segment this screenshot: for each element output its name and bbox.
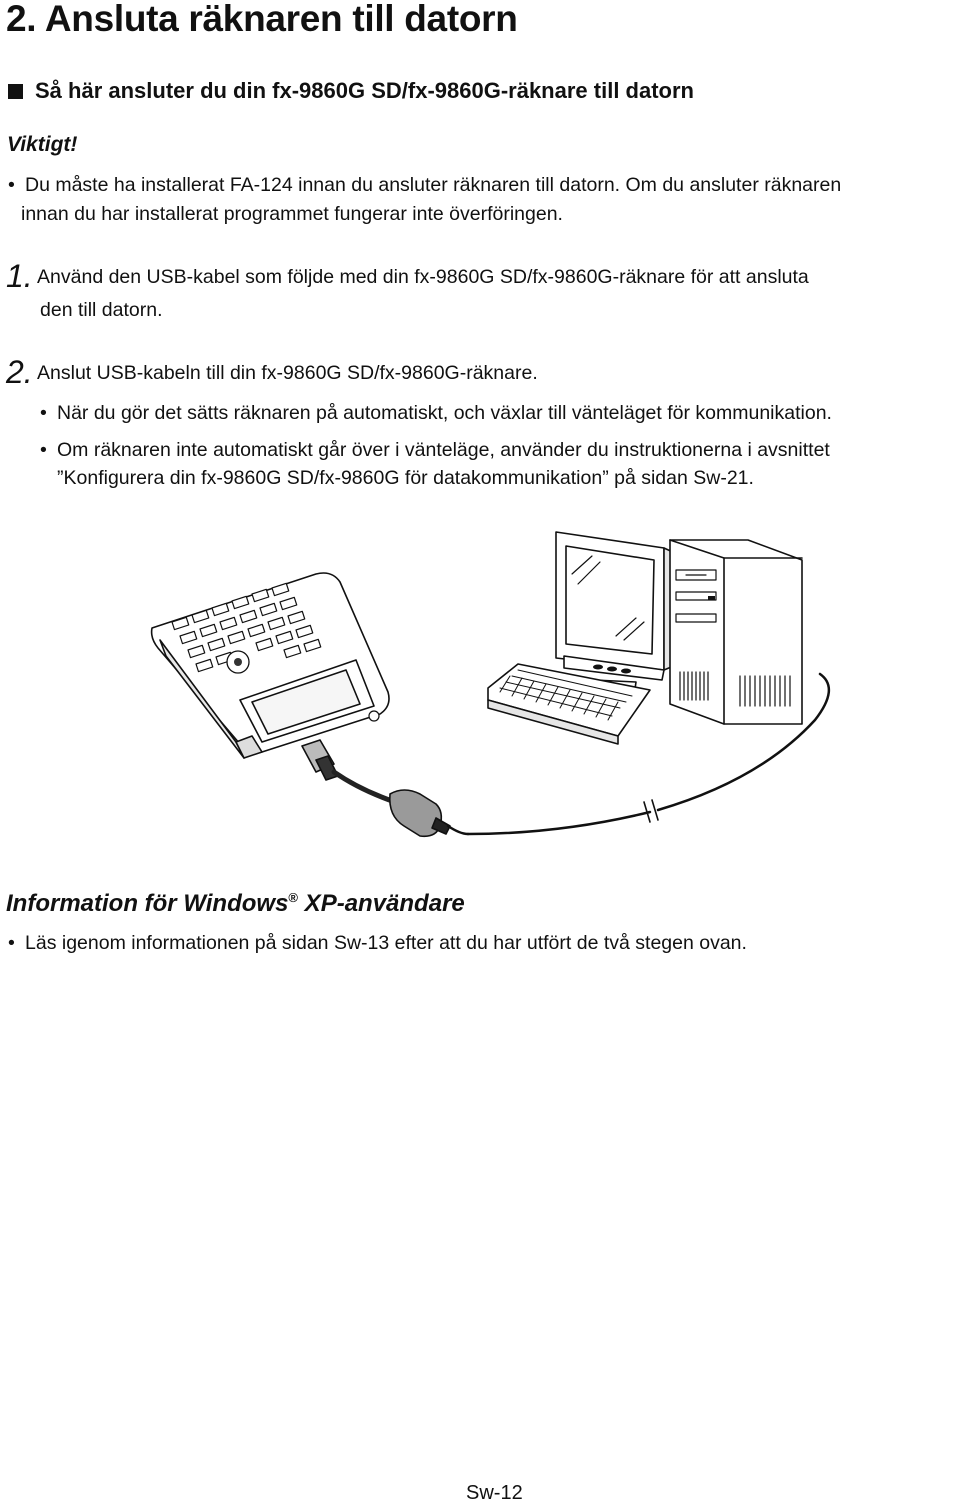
step-1-line-1: Använd den USB-kabel som följde med din fx-9860G SD/fx-9860G-räknare för att ansluta xyxy=(37,266,809,288)
subheading-text: Så här ansluter du din fx-9860G SD/fx-9860G-räknare till datorn xyxy=(35,78,694,103)
pc-tower-icon xyxy=(670,540,802,724)
xp-heading-suffix: XP-användare xyxy=(298,890,465,917)
registered-mark: ® xyxy=(288,890,299,905)
step-1-number: 1. xyxy=(6,258,33,294)
step-2-number: 2. xyxy=(6,354,33,390)
xp-heading xyxy=(6,890,465,918)
xp-heading-text: Information för Windows xyxy=(6,890,289,917)
bullet-dot-icon: • xyxy=(40,402,47,424)
step-1-line-2: den till datorn. xyxy=(40,299,163,321)
step-2-bullet-2-line-2: ”Konfigurera din fx-9860G SD/fx-9860G för datakommunikation” på sidan Sw-21. xyxy=(57,467,754,489)
bullet-dot-icon: • xyxy=(40,439,47,461)
important-line-2: innan du har installerat programmet fungerar inte överföringen. xyxy=(21,203,563,225)
step-2-bullet-1 xyxy=(40,399,832,427)
step-1 xyxy=(6,258,809,295)
calculator-icon xyxy=(152,573,389,758)
bullet-dot-icon: • xyxy=(8,174,15,196)
step-2 xyxy=(6,354,538,391)
connection-illustration xyxy=(140,520,960,850)
step-2-line-1: Anslut USB-kabeln till din fx-9860G SD/fx-9860G-räknare. xyxy=(37,362,538,384)
xp-bullet-text: Läs igenom informationen på sidan Sw-13 efter att du har utfört de två stegen ovan. xyxy=(25,932,747,954)
square-bullet-icon xyxy=(8,84,23,99)
step-2-bullet-2-line-1: Om räknaren inte automatiskt går över i vänteläge, använder du instruktionerna i avsnittet xyxy=(57,439,830,461)
xp-bullet xyxy=(8,929,747,957)
step-2-bullet-1-text: När du gör det sätts räknaren på automatiskt, och växlar till vänteläget för kommunikation. xyxy=(57,402,832,424)
bullet-dot-icon: • xyxy=(8,932,15,954)
important-line-1: Du måste ha installerat FA-124 innan du ansluter räknaren till datorn. Om du ansluter räknaren xyxy=(25,174,842,196)
important-label: Viktigt! xyxy=(7,133,78,156)
important-bullet xyxy=(8,171,841,199)
page-title: 2. Ansluta räknaren till datorn xyxy=(6,0,518,39)
step-2-bullet-2 xyxy=(40,436,830,464)
section-subheading xyxy=(8,78,694,104)
page-number: Sw-12 xyxy=(466,1482,523,1504)
